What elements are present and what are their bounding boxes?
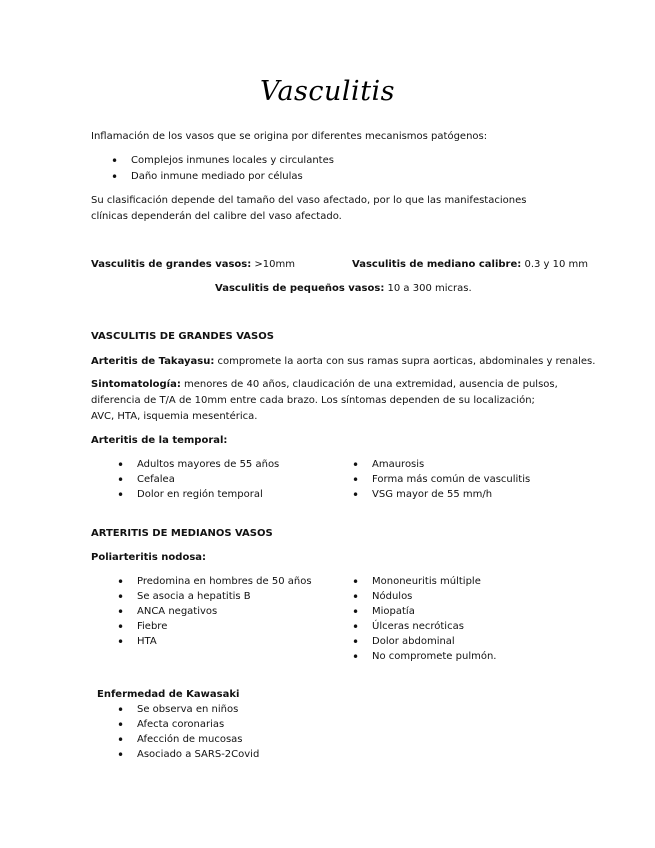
list-item: • Cefalea [117,474,175,485]
size-label: Vasculitis de grandes vasos: [91,259,252,270]
subheading: Poliarteritis nodosa: [91,552,207,563]
small-vessel-size [215,283,472,294]
classification-text: Su clasificación depende del tamaño del vaso afectado, por lo que las manifestaciones clínicas dependerán del calibre del vaso afectado. [91,195,527,222]
size-label: Vasculitis de mediano calibre: [352,259,522,270]
list-item: • VSG mayor de 55 mm/h [352,489,492,500]
list-item: • HTA [117,636,157,647]
list-item: • Se asocia a hepatitis B [117,591,251,602]
list-item: • Afección de mucosas [117,734,243,745]
size-value: 0.3 y 10 mm [521,259,589,270]
symptoms-text [91,377,561,425]
term-label: Sintomatología: [91,379,181,390]
list-item: • No compromete pulmón. [352,651,496,662]
term-text: menores de 40 años, claudicación de una extremidad, ausencia de pulsos, diferencia de T/A de 10mm entre cada brazo. Los síntomas dependen de su localización; AVC, HTA, isquemia mesentérica. [91,379,558,422]
document-title: Vasculitis [259,76,396,107]
subheading: Enfermedad de Kawasaki [97,689,240,700]
size-value: >10mm [251,259,295,270]
list-item: • Predomina en hombres de 50 años [117,576,312,587]
list-item: • Úlceras necróticas [352,621,464,632]
medium-vessel-size [352,259,588,270]
list-item: • Se observa en niños [117,704,238,715]
section-heading: ARTERITIS DE MEDIANOS VASOS [91,528,273,539]
list-item: • Afecta coronarias [117,719,224,730]
list-item: • Miopatía [352,606,415,617]
section-heading: VASCULITIS DE GRANDES VASOS [91,331,274,342]
large-vessel-size [91,259,295,270]
subheading: Arteritis de la temporal: [91,435,228,446]
list-item: • Complejos inmunes locales y circulantes [111,155,334,166]
list-item: • Asociado a SARS-2Covid [117,749,259,760]
list-item: • Forma más común de vasculitis [352,474,530,485]
list-item: • Nódulos [352,591,412,602]
list-item: • Adultos mayores de 55 años [117,459,279,470]
list-item: • Mononeuritis múltiple [352,576,481,587]
term-label: Arteritis de Takayasu: [91,356,215,367]
list-item: • Dolor en región temporal [117,489,263,500]
list-item: • ANCA negativos [117,606,217,617]
size-label: Vasculitis de pequeños vasos: [215,283,385,294]
list-item: • Dolor abdominal [352,636,455,647]
list-item: • Fiebre [117,621,167,632]
list-item: • Amaurosis [352,459,424,470]
size-value: 10 a 300 micras. [384,283,472,294]
intro-text: Inflamación de los vasos que se origina por diferentes mecanismos patógenos: [91,131,488,142]
list-item: • Daño inmune mediado por células [111,171,303,182]
takayasu-text [91,356,595,367]
term-text: compromete la aorta con sus ramas supra aorticas, abdominales y renales. [214,356,596,367]
